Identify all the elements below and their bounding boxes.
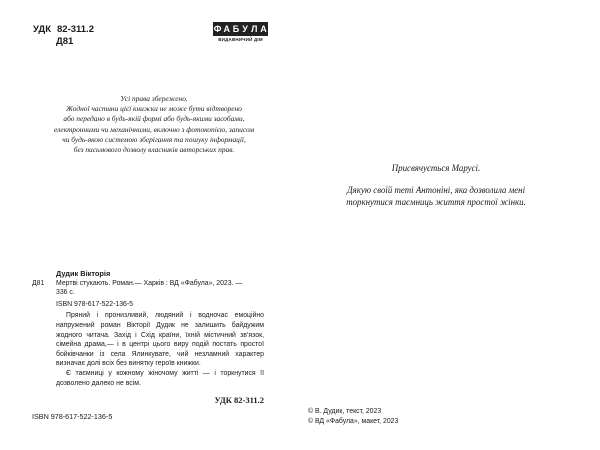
acknowledgement-line: торкнутися таємниць життя простої жінки. xyxy=(346,197,526,207)
annotation-paragraph: Є таємниці у кожному жіночому житті — і торкнутися її дозволено далеко не всім. xyxy=(56,369,264,387)
copyright-credits xyxy=(300,407,600,427)
credit-line: © В. Дудик, текст, 2023 xyxy=(308,408,382,415)
copyright-line: Жодної частини цієї книжки не може бути відтворено xyxy=(66,104,242,114)
catalog-bbk-code: Д81 xyxy=(32,279,45,287)
logo-letter: У xyxy=(242,24,248,34)
udk-header xyxy=(33,24,94,48)
logo-letter: Л xyxy=(251,24,258,34)
catalog-isbn: ISBN 978-617-522-136-5 xyxy=(56,300,133,308)
copyright-notice xyxy=(48,94,260,155)
catalog-author: Дудик Вікторія xyxy=(56,269,111,278)
logo-letter: Б xyxy=(232,24,240,34)
copyright-line: Усі права збережено. xyxy=(120,94,188,103)
catalog-pages: 336 с. xyxy=(56,289,75,297)
copyright-line: без письмового дозволу власників авторських прав. xyxy=(73,145,235,155)
catalog-title: Мертві стукають. Роман.— Харків : ВД «Фабула», 2023. — xyxy=(56,279,243,287)
acknowledgement xyxy=(300,184,572,208)
copyright-line: електронними чи механічними, включно з фотокопією, записом xyxy=(53,124,255,134)
right-page xyxy=(300,0,600,450)
logo-letter: А xyxy=(223,24,230,34)
credit-line: © ВД «Фабула», макет, 2023 xyxy=(308,418,399,425)
copyright-line: чи будь-якою системою зберігання та пошуку інформації, xyxy=(62,134,246,144)
catalog-udk: УДК 82-311.2 xyxy=(214,395,264,406)
logo-letter: Ф xyxy=(213,24,222,34)
isbn-footer: ISBN 978-617-522-136-5 xyxy=(32,412,113,421)
logo-letter: А xyxy=(260,24,267,34)
catalog-record xyxy=(32,269,264,406)
publisher-logo xyxy=(213,22,268,42)
dedication-block xyxy=(300,162,572,208)
annotation-paragraph: Пряний і пронизливий, людяний і водночас емоційно напружений роман Вікторії Дудик не залишить байдужим жодного читача. Захід і Схід країни, їхній містичний зв’язок, сімейна драма,— і в центрі цього виру подій постать простої бойківчанки із села Ялинкувате, чий незламний характер визначає долі всіх без винятку героїв книжки. xyxy=(56,312,264,368)
catalog-annotation xyxy=(32,311,264,388)
logo-subtitle: ВИДАВНИЧИЙ ДІМ xyxy=(218,37,263,42)
udk-code: 82-311.2 xyxy=(57,24,94,35)
copyright-line: або передано в будь-якій формі або будь-якими засобами, xyxy=(63,114,245,124)
udk-label: УДК xyxy=(33,24,51,35)
dedication-text: Присвячується Марусі. xyxy=(391,163,481,173)
acknowledgement-line: Дякую своїй теті Антоніні, яка дозволила мені xyxy=(346,185,526,195)
bbk-code: Д81 xyxy=(56,36,74,47)
